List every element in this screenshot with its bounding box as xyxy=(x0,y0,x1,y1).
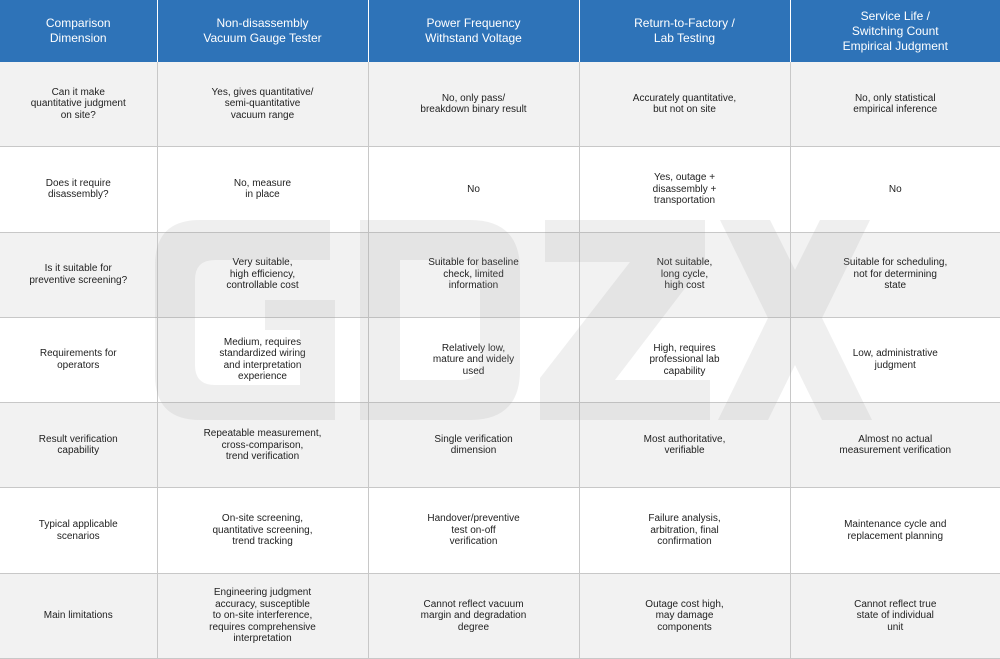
row-label: Result verification capability xyxy=(0,403,157,488)
table-row xyxy=(0,232,1000,317)
table-cell: Yes, gives quantitative/ semi-quantitative vacuum range xyxy=(157,62,368,147)
header-empirical-judgment: Service Life / Switching Count Empirical Judgment xyxy=(790,0,1000,62)
table-cell: Maintenance cycle and replacement planning xyxy=(790,488,1000,573)
table-cell: Repeatable measurement, cross-comparison, trend verification xyxy=(157,403,368,488)
table-cell: Single verification dimension xyxy=(368,403,579,488)
table-cell: Accurately quantitative, but not on site xyxy=(579,62,790,147)
table-cell: Not suitable, long cycle, high cost xyxy=(579,232,790,317)
table-cell: Handover/preventive test on-off verification xyxy=(368,488,579,573)
header-comparison-dimension: Comparison Dimension xyxy=(0,0,157,62)
table-row xyxy=(0,62,1000,147)
table-cell: High, requires professional lab capability xyxy=(579,317,790,402)
table-cell: No xyxy=(790,147,1000,232)
row-label: Main limitations xyxy=(0,573,157,658)
header-row xyxy=(0,0,1000,62)
table-cell: Medium, requires standardized wiring and interpretation experience xyxy=(157,317,368,402)
row-label: Requirements for operators xyxy=(0,317,157,402)
table-row xyxy=(0,403,1000,488)
table-cell: Very suitable, high efficiency, controllable cost xyxy=(157,232,368,317)
table-cell: Suitable for baseline check, limited information xyxy=(368,232,579,317)
table-cell: Engineering judgment accuracy, susceptible to on-site interference, requires comprehensive interpretation xyxy=(157,573,368,658)
table-cell: Low, administrative judgment xyxy=(790,317,1000,402)
table-cell: Cannot reflect true state of individual unit xyxy=(790,573,1000,658)
table-cell: No xyxy=(368,147,579,232)
row-label: Typical applicable scenarios xyxy=(0,488,157,573)
table-cell: Yes, outage + disassembly + transportation xyxy=(579,147,790,232)
table-row xyxy=(0,317,1000,402)
table-cell: No, only pass/ breakdown binary result xyxy=(368,62,579,147)
table-cell: On-site screening, quantitative screening, trend tracking xyxy=(157,488,368,573)
table-cell: Outage cost high, may damage components xyxy=(579,573,790,658)
table-cell: No, measure in place xyxy=(157,147,368,232)
table-cell: No, only statistical empirical inference xyxy=(790,62,1000,147)
table-cell: Failure analysis, arbitration, final confirmation xyxy=(579,488,790,573)
row-label: Does it require disassembly? xyxy=(0,147,157,232)
table-cell: Almost no actual measurement verification xyxy=(790,403,1000,488)
header-power-frequency: Power Frequency Withstand Voltage xyxy=(368,0,579,62)
table-cell: Most authoritative, verifiable xyxy=(579,403,790,488)
table-cell: Relatively low, mature and widely used xyxy=(368,317,579,402)
header-vacuum-gauge-tester: Non-disassembly Vacuum Gauge Tester xyxy=(157,0,368,62)
table-row xyxy=(0,147,1000,232)
row-label: Is it suitable for preventive screening? xyxy=(0,232,157,317)
table-row xyxy=(0,573,1000,658)
row-label: Can it make quantitative judgment on site? xyxy=(0,62,157,147)
table-cell: Cannot reflect vacuum margin and degradation degree xyxy=(368,573,579,658)
table-cell: Suitable for scheduling, not for determining state xyxy=(790,232,1000,317)
table-row xyxy=(0,488,1000,573)
header-lab-testing: Return-to-Factory / Lab Testing xyxy=(579,0,790,62)
